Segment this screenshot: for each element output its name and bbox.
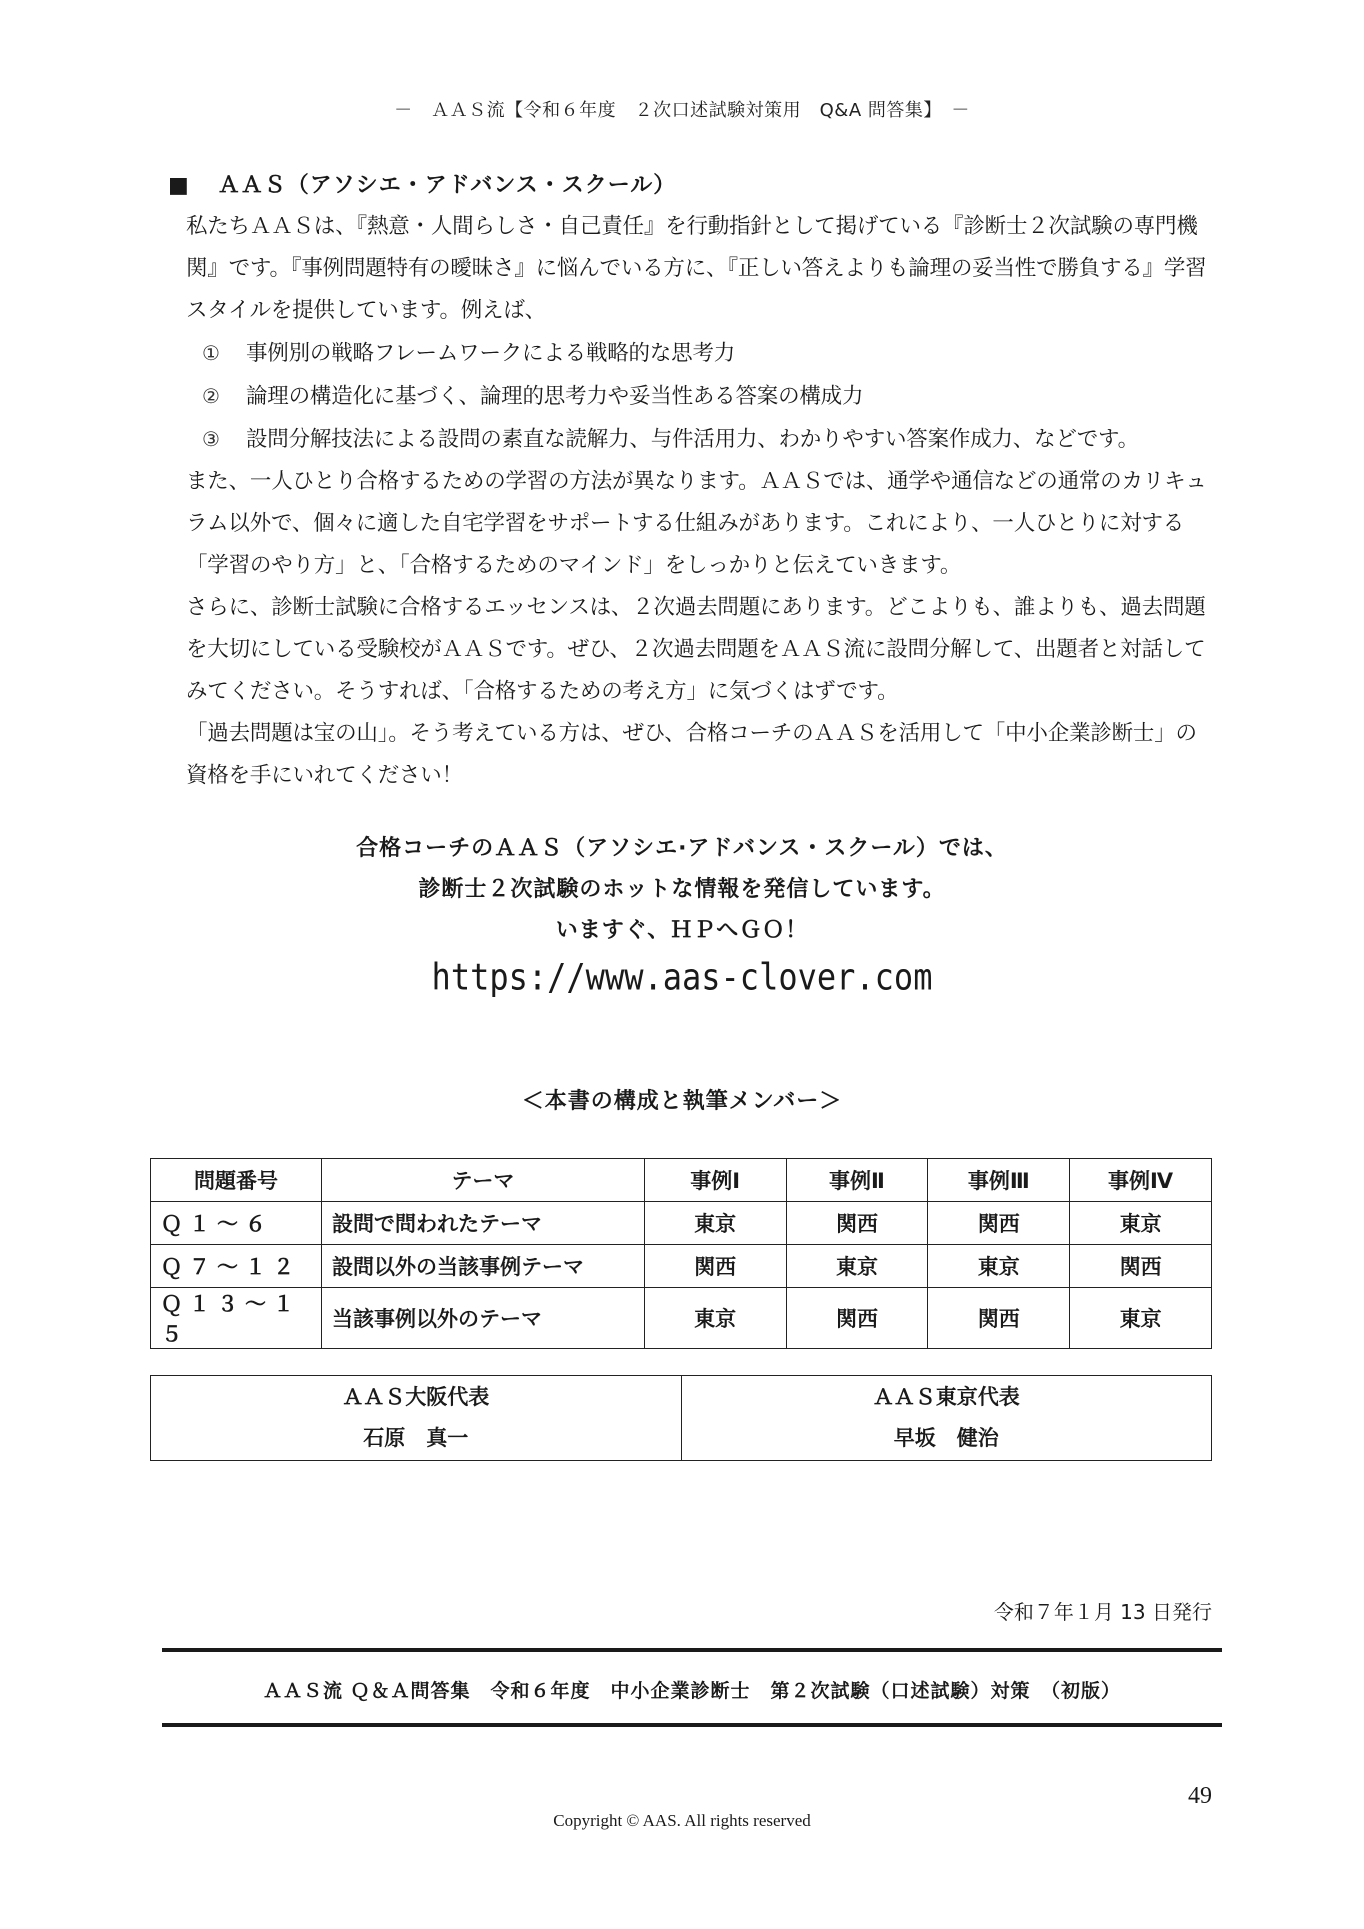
list-item-text: 設問分解技法による設問の素直な読解力、与件活用力、わかりやすい答案作成力、などです。 [246,427,1139,452]
theme-cell: 設問以外の当該事例テーマ [321,1245,644,1288]
page-number: 49 [1188,1783,1212,1809]
osaka-representative-title: ＡＡＳ大阪代表 [342,1385,490,1409]
list-item-text: 事例別の戦略フレームワークによる戦略的な思考力 [246,341,736,366]
circled-number-1: ① [202,341,220,365]
region-cell: 東京 [928,1245,1070,1288]
divider-bottom [162,1723,1222,1727]
region-cell: 東京 [786,1245,928,1288]
question-number-cell: Ｑ１～６ [151,1202,322,1245]
header-case-3: 事例Ⅲ [928,1159,1070,1202]
list-item [164,332,1214,375]
copyright-notice: Copyright © AAS. All rights reserved [553,1811,811,1830]
intro-paragraph: 私たちＡＡＳは、『熱意・人間らしさ・自己責任』を行動指針として掲げている『診断士２次試験の専門機関』です。『事例問題特有の曖昧さ』に悩んでいる方に、『正しい答えよりも論理の妥当性で勝負する』学習スタイルを提供しています。例えば、 [186,214,1207,323]
region-cell: 東京 [644,1202,786,1245]
tokyo-representative-cell [681,1376,1212,1461]
region-cell: 関西 [786,1288,928,1349]
table-row [151,1288,1212,1349]
theme-cell: 設問で問われたテーマ [321,1202,644,1245]
region-cell: 関西 [786,1202,928,1245]
header-case-1: 事例Ⅰ [644,1159,786,1202]
region-cell: 東京 [1070,1288,1212,1349]
region-cell: 関西 [644,1245,786,1288]
question-number-cell: Ｑ１３～１５ [151,1288,322,1349]
circled-number-3: ③ [202,427,220,451]
promo-line-1: 合格コーチのＡＡＳ（アソシエ·アドバンス・スクール）では、 [356,836,1008,861]
divider-top [162,1648,1222,1652]
region-cell: 関西 [928,1202,1070,1245]
osaka-representative-name: 石原 真一 [363,1426,469,1450]
members-table [150,1158,1212,1349]
section-heading [168,168,676,199]
list-item-text: 論理の構造化に基づく、論理的思考力や妥当性ある答案の構成力 [246,384,864,409]
tokyo-representative-name: 早坂 健治 [893,1426,999,1450]
book-title: ＡＡＳ流 Ｑ＆Ａ問答集 令和６年度 中小企業診断士 第２次試験（口述試験）対策 （初版） [262,1680,1122,1702]
issue-date: 令和７年１月 13 日発行 [993,1600,1212,1624]
region-cell: 東京 [1070,1202,1212,1245]
website-url: https://www.aas-clover.com [431,955,933,999]
table-header-row [151,1159,1212,1202]
table-row [151,1245,1212,1288]
paragraph-4: 「過去問題は宝の山」。そう考えている方は、ぜひ、合格コーチのＡＡＳを活用して「中小企業診断士」の資格を手にいれてください！ [186,721,1197,788]
header-question-number: 問題番号 [151,1159,322,1202]
header-case-4: 事例Ⅳ [1070,1159,1212,1202]
osaka-representative-cell [151,1376,682,1461]
table-row [151,1202,1212,1245]
list-item [164,375,1214,418]
paragraph-2: また、一人ひとり合格するための学習の方法が異なります。ＡＡＳでは、通学や通信などの通常のカリキュラム以外で、個々に適した自宅学習をサポートする仕組みがあります。これにより、一人ひとりに対する「学習のやり方」と、「合格するためのマインド」をしっかりと伝えていきます。 [186,469,1207,578]
tokyo-representative-title: ＡＡＳ東京代表 [872,1385,1020,1409]
promo-line-2: 診断士２次試験のホットな情報を発信しています。 [418,877,946,902]
region-cell: 東京 [644,1288,786,1349]
region-cell: 関西 [928,1288,1070,1349]
promo-block [0,828,1364,951]
list-item [164,418,1214,461]
promo-line-3: いますぐ、ＨＰへＧＯ！ [555,918,809,943]
section-title: ＡＡＳ（アソシエ・アドバンス・スクール） [217,173,677,198]
header-theme: テーマ [321,1159,644,1202]
paragraph-3: さらに、診断士試験に合格するエッセンスは、２次過去問題にあります。どこよりも、誰よりも、過去問題を大切にしている受験校がＡＡＳです。ぜひ、２次過去問題をＡＡＳ流に設問分解して、出題者と対話してみてください。そうすれば、「合格するための考え方」に気づくはずです。 [186,595,1206,704]
region-cell: 関西 [1070,1245,1212,1288]
header-case-2: 事例Ⅱ [786,1159,928,1202]
theme-cell: 当該事例以外のテーマ [321,1288,644,1349]
circled-number-2: ② [202,384,220,408]
members-title: ＜本書の構成と執筆メンバー＞ [521,1089,843,1114]
representatives-table [150,1375,1212,1461]
body-text [164,206,1214,797]
running-header: － ＡＡＳ流【令和６年度 ２次口述試験対策用 Q&A 問答集】 － [394,100,970,121]
question-number-cell: Ｑ７～１２ [151,1245,322,1288]
square-bullet-icon: ■ [168,173,190,198]
